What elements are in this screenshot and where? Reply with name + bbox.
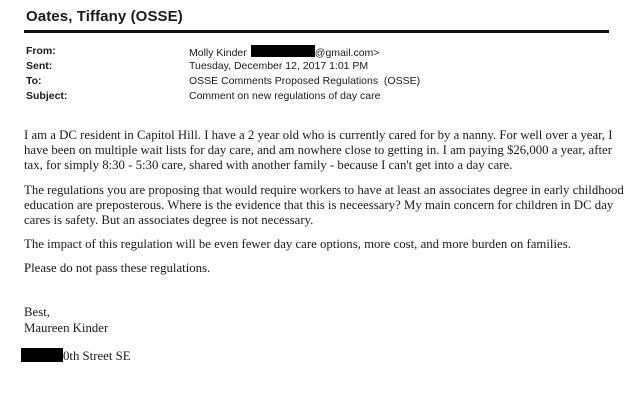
to-value: OSSE Comments Proposed Regulations (OSSE) <box>189 75 421 87</box>
from-email-suffix: @gmail.com> <box>314 47 380 59</box>
to-label: To: <box>26 75 42 87</box>
sent-label: Sent: <box>26 60 53 72</box>
body-paragraph: I am a DC resident in Capitol Hill. I have a 2 year old who is currently cared for by a nanny. For well over a year, I have been on multiple wait lists for day care, and am nowhere close to getting in. I am paying $26,000 a year, after tax, for simply 8:30 - 5:30 care, shared with another family - because I can't get into a day care. <box>24 128 613 173</box>
street-name: 0th Street SE <box>63 349 131 363</box>
message-body <box>24 128 624 286</box>
signoff-closing: Best, <box>24 305 50 319</box>
body-paragraph: Please do not pass these regulations. <box>24 261 211 276</box>
sent-value: Tuesday, December 12, 2017 1:01 PM <box>189 60 369 72</box>
title-divider <box>24 30 609 33</box>
body-paragraph: The regulations you are proposing that would require workers to have at least an associates degree in early childhood education are preposterous. Where is the evidence that this is neceessary? My main concern for children in DC day cares is safety. But an associates degree is not necessary. <box>24 182 624 228</box>
redacted-email <box>251 45 315 57</box>
from-label: From: <box>26 45 56 57</box>
body-paragraph: The impact of this regulation will be even fewer day care options, more cost, and more burden on families. <box>24 237 571 252</box>
sender-name: Oates, Tiffany (OSSE) <box>26 8 183 25</box>
subject-value: Comment on new regulations of day care <box>189 90 381 102</box>
address-line <box>21 348 131 364</box>
signoff-name: Maureen Kinder <box>24 320 109 335</box>
signoff <box>24 305 108 336</box>
redacted-house-number <box>21 348 63 362</box>
from-value <box>189 45 379 59</box>
subject-label: Subject: <box>26 90 68 102</box>
from-name: Molly Kinder <box>189 47 247 59</box>
